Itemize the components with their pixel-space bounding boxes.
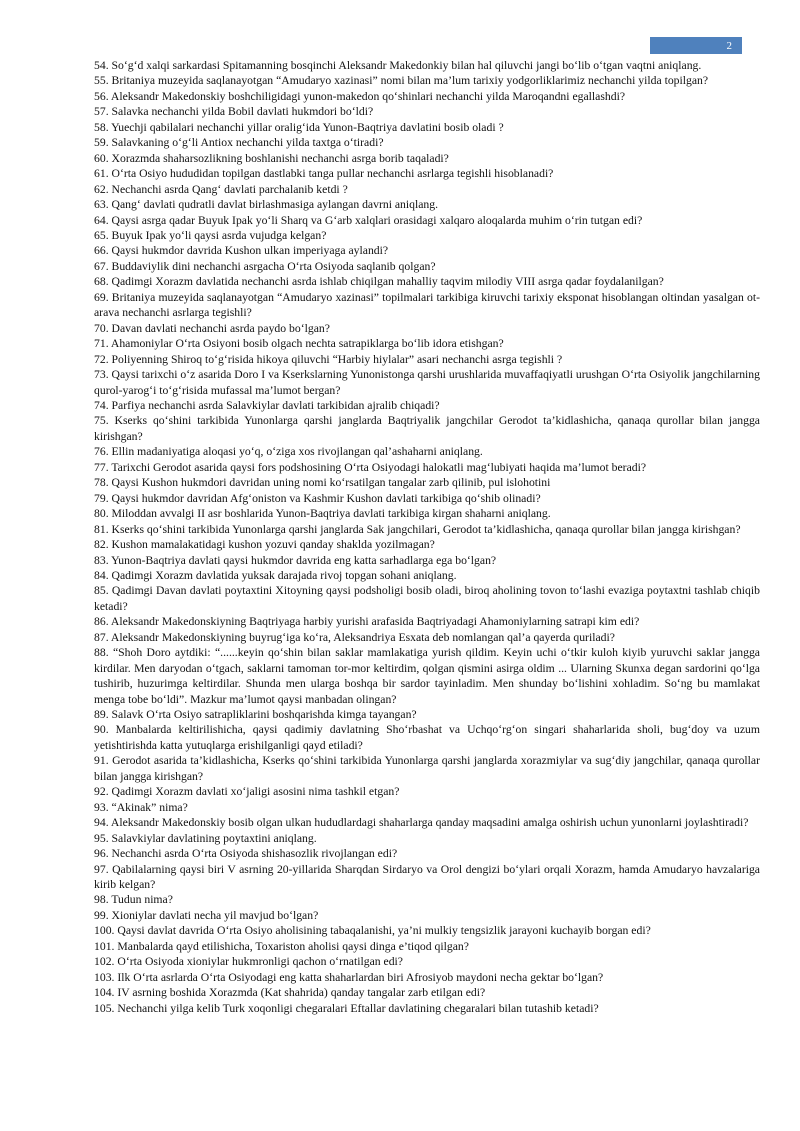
question-item: 96. Nechanchi asrda O‘rta Osiyoda shishasozlik rivojlangan edi? [94, 847, 398, 861]
question-item: 69. Britaniya muzeyida saqlanayotgan “Amudaryo xazinasi” topilmalari tarkibiga kiruvchi tarixiy eksponat hisoblangan oltindan yasalgan ot-arava nechanchi asrlarga tegishli? [94, 290, 760, 320]
question-item: 59. Salavkaning o‘g‘li Antiox nechanchi yilda taxtga o‘tiradi? [94, 136, 384, 150]
question-list [94, 58, 760, 1016]
question-item: 89. Salavk O‘rta Osiyo satrapliklarini boshqarishda kimga tayangan? [94, 708, 417, 722]
question-item: 84. Qadimgi Xorazm davlatida yuksak darajada rivoj topgan sohani aniqlang. [94, 568, 457, 582]
question-item: 95. Salavkiylar davlatining poytaxtini aniqlang. [94, 831, 317, 845]
question-item: 90. Manbalarda keltirilishicha, qaysi qadimiy davlatning Sho‘rbashat va Uchqo‘rg‘on singari shaharlarida sholi, bug‘doy va uzum yetishtirishda katta yutuqlarga erishilganligi qayd etiladi? [94, 723, 760, 752]
question-item: 93. “Akinak” nima? [94, 800, 188, 814]
page-number-badge [650, 37, 742, 54]
page-number: 2 [726, 39, 732, 52]
question-item: 94. Aleksandr Makedonskiy bosib olgan ulkan hududlardagi shaharlarga qanday maqsadini amalga oshirish uchun yunonlarni joylashtiradi? [94, 816, 749, 830]
question-item: 68. Qadimgi Xorazm davlatida nechanchi asrda ishlab chiqilgan mahalliy taqvim milodiy VIII asrga qadar foydalanilgan? [94, 275, 664, 289]
question-item: 104. IV asrning boshida Xorazmda (Kat shahrida) qanday tangalar zarb etilgan edi? [94, 986, 486, 1000]
question-item: 62. Nechanchi asrda Qang‘ davlati parchalanib ketdi ? [94, 182, 348, 196]
question-item: 54. So‘g‘d xalqi sarkardasi Spitamanning bosqinchi Aleksandr Makedonkiy bilan hal qiluvchi jangi bo‘lib o‘tgan vaqtni aniqlang. [94, 59, 702, 72]
question-item: 80. Miloddan avvalgi II asr boshlarida Yunon-Baqtriya davlati tarkibiga kirgan shaharni aniqlang. [94, 507, 551, 521]
question-item: 105. Nechanchi yilga kelib Turk xoqonligi chegaralari Eftallar davlatining chegaralari bilan tutashib ketadi? [94, 1001, 599, 1015]
question-item: 79. Qaysi hukmdor davridan Afg‘oniston va Kashmir Kushon davlati tarkibiga qo‘shib olinadi? [94, 491, 541, 505]
question-item: 63. Qang‘ davlati qudratli davlat birlashmasiga aylangan davrni aniqlang. [94, 198, 439, 212]
question-item: 99. Xioniylar davlati necha yil mavjud bo‘lgan? [94, 908, 319, 922]
question-item: 74. Parfiya nechanchi asrda Salavkiylar davlati tarkibidan ajralib chiqadi? [94, 398, 440, 412]
question-item: 72. Poliyenning Shiroq to‘g‘risida hikoya qiluvchi “Harbiy hiylalar” asari nechanchi asrga tegishli ? [94, 352, 563, 366]
question-item: 98. Tudun nima? [94, 893, 173, 907]
question-item: 57. Salavka nechanchi yilda Bobil davlati hukmdori bo‘ldi? [94, 105, 374, 119]
question-item: 70. Davan davlati nechanchi asrda paydo bo‘lgan? [94, 321, 330, 335]
question-item: 82. Kushon mamalakatidagi kushon yozuvi qanday shaklda yozilmagan? [94, 538, 435, 552]
question-item: 64. Qaysi asrga qadar Buyuk Ipak yo‘li Sharq va G‘arb xalqlari orasidagi xalqaro aloqalarda muhim o‘rin tutgan edi? [94, 213, 643, 227]
question-item: 56. Aleksandr Makedonskiy boshchiligidagi yunon-makedon qo‘shinlari nechanchi yilda Maroqandni egallashdi? [94, 89, 626, 103]
question-item: 87. Aleksandr Makedonskiyning buyrug‘iga ko‘ra, Aleksandriya Esxata deb nomlangan qal’a qayerda quriladi? [94, 630, 615, 644]
question-item: 103. Ilk O‘rta asrlarda O‘rta Osiyodagi eng katta shaharlardan biri Afrosiyob maydoni necha gektar bo‘lgan? [94, 970, 604, 984]
question-item: 91. Gerodot asarida ta’kidlashicha, Kserks qo‘shini tarkibida Yunonlarga qarshi janglarda xorazmiylar va sug‘diy jangchilar, qanaqa qurollar bilan jangga kirishgan? [94, 754, 760, 783]
question-item: 67. Buddaviylik dini nechanchi asrgacha O‘rta Osiyoda saqlanib qolgan? [94, 259, 436, 273]
question-item: 85. Qadimgi Davan davlati poytaxtini Xitoyning qaysi podsholigi bosib oladi, biroq aholining tovon to‘lashi evaziga poytaxtni tashlab chiqib ketadi? [94, 584, 760, 613]
question-item: 86. Aleksandr Makedonskiyning Baqtriyaga harbiy yurishi arafasida Baqtriyadagi Ahamoniylarning satrapi kim edi? [94, 615, 640, 629]
question-item: 73. Qaysi tarixchi o‘z asarida Doro I va Kserkslarning Yunonistonga qarshi urushlarida muvaffaqiyatli urushgan O‘rta Osiyolik jangchilarning qurol-yarog‘i to‘g‘risida mufassal ma’lumot bergan? [94, 368, 760, 397]
question-item: 83. Yunon-Baqtriya davlati qaysi hukmdor davrida eng katta sarhadlarga ega bo‘lgan? [94, 553, 497, 567]
question-item: 78. Qaysi Kushon hukmdori davridan uning nomi ko‘rsatilgan tangalar zarb qilinib, pul islohotini [94, 476, 551, 490]
question-item: 102. O‘rta Osiyoda xioniylar hukmronligi qachon o‘rnatilgan edi? [94, 955, 403, 969]
question-item: 100. Qaysi davlat davrida O‘rta Osiyo aholisining tabaqalanishi, ya’ni mulkiy tengsizlik jarayoni kuchayib borgan edi? [94, 924, 651, 938]
question-item: 61. O‘rta Osiyo hududidan topilgan dastlabki tanga pullar nechanchi asrlarga tegishli hisoblanadi? [94, 167, 554, 181]
question-item: 65. Buyuk Ipak yo‘li qaysi asrda vujudga kelgan? [94, 228, 327, 242]
question-item: 81. Kserks qo‘shini tarkibida Yunonlarga qarshi janglarda Sak jangchilari, Gerodot ta’kidlashicha, qanaqa qurollar bilan jangga kirishgan? [94, 522, 741, 536]
question-item: 60. Xorazmda shaharsozlikning boshlanishi nechanchi asrga borib taqaladi? [94, 151, 449, 165]
question-item: 58. Yuechji qabilalari nechanchi yillar oralig‘ida Yunon-Baqtriya davlatini bosib oladi ? [94, 120, 504, 134]
question-item: 55. Britaniya muzeyida saqlanayotgan “Amudaryo xazinasi” nomi bilan ma’lum tarixiy yodgorliklarimiz nechanchi yilda topilgan? [94, 74, 709, 88]
question-item: 71. Ahamoniylar O‘rta Osiyoni bosib olgach nechta satrapiklarga bo‘lib idora etishgan? [94, 337, 504, 351]
question-item: 66. Qaysi hukmdor davrida Kushon ulkan imperiyaga aylandi? [94, 244, 389, 258]
question-item: 101. Manbalarda qayd etilishicha, Toxariston aholisi qaysi dinga e’tiqod qilgan? [94, 939, 469, 953]
question-item: 88. “Shoh Doro aytdiki: “......keyin qo‘shin bilan saklar mamlakatiga yurish qildim. Keyin uchi o‘tkir kuloh kiyib yuruvchi saklar jangga kirdilar. Men daryodan o‘tgach, saklarni tamoman tor-mor keltirdim, qolgan qismini asirga oldim ... Ularning Skunxa degan sardorini qo‘lga tushirib, huzurimga keltirdilar. Shunda men ularga boshqa bir sardor tayinladim. Men shunday bo‘lishini xohladim. So‘ng bu mamlakat menga tobe bo‘ldi”. Mazkur ma’lumot qaysi manbadan olingan? [94, 646, 760, 706]
question-item: 76. Ellin madaniyatiga aloqasi yo‘q, o‘ziga xos rivojlangan qal’ashaharni aniqlang. [94, 445, 483, 459]
question-item: 77. Tarixchi Gerodot asarida qaysi fors podshosining O‘rta Osiyodagi halokatli mag‘lubiyati haqida ma’lumot beradi? [94, 460, 647, 474]
question-item: 92. Qadimgi Xorazm davlati xo‘jaligi asosini nima tashkil etgan? [94, 785, 400, 799]
question-item: 75. Kserks qo‘shini tarkibida Yunonlarga qarshi janglarda Baqtriyalik jangchilar Gerodot ta’kidlashicha, qanaqa qurollar bilan jangga kirishgan? [94, 414, 760, 443]
question-item: 97. Qabilalarning qaysi biri V asrning 20-yillarida Sharqdan Sirdaryo va Orol dengizi bo‘ylari orqali Xorazm, hamda Amudaryo havzalariga kirib kelgan? [94, 862, 760, 892]
